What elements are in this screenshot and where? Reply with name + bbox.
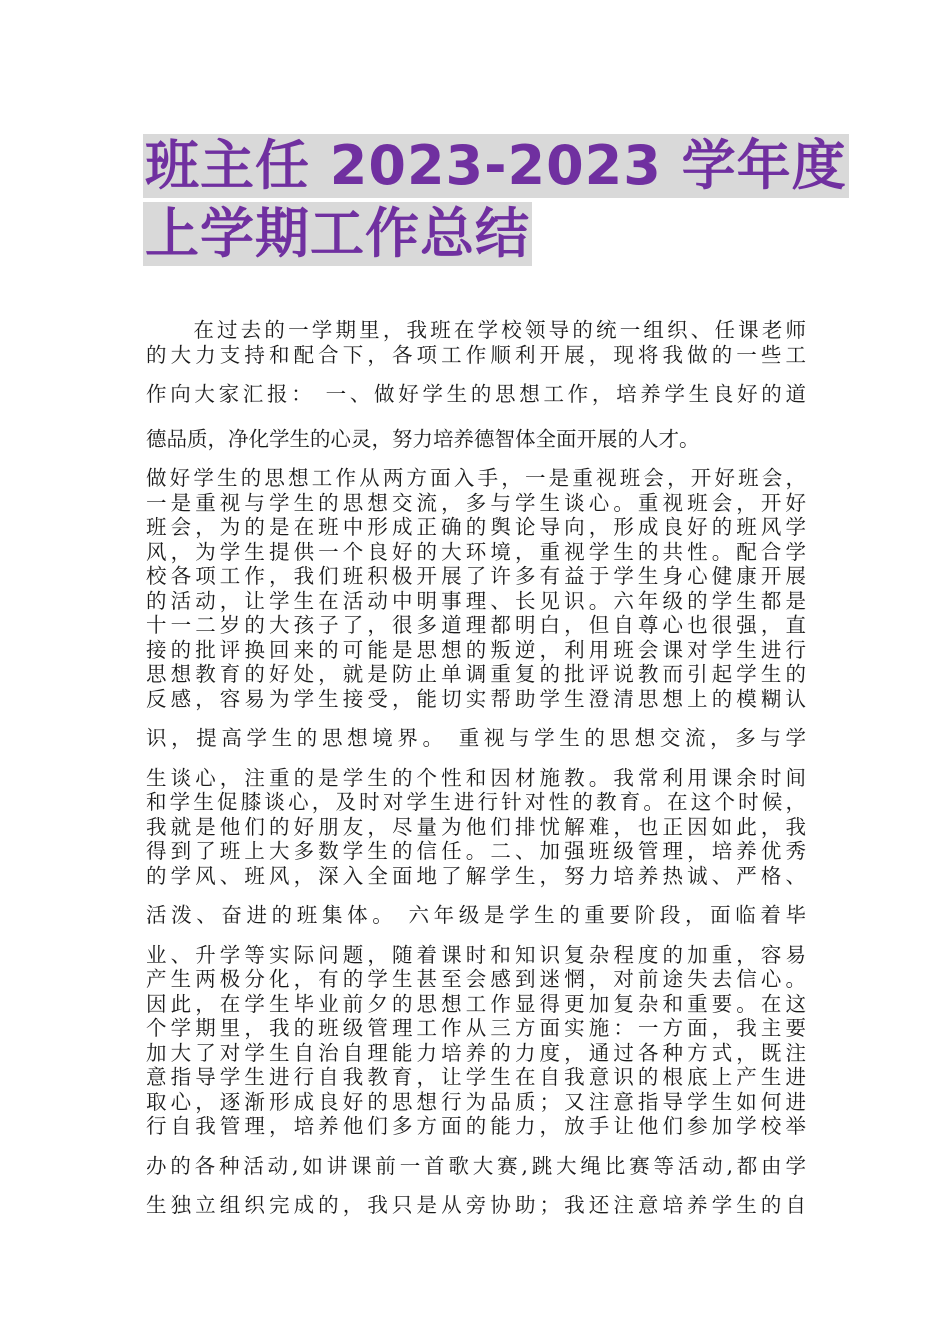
body-line: 行自我管理，培养他们多方面的能力，放手让他们参加学校举 (146, 1114, 806, 1138)
body-line: 作向大家汇报： 一、做好学生的思想工作，培养学生良好的道 (146, 382, 806, 406)
body-line: 办的各种活动,如讲课前一首歌大赛,跳大绳比赛等活动,都由学 (146, 1153, 806, 1178)
body-line: 因此，在学生毕业前夕的思想工作显得更加复杂和重要。在这 (146, 991, 806, 1016)
body-line: 校各项工作，我们班积极开展了许多有益于学生身心健康开展 (146, 564, 806, 588)
body-line: 个学期里，我的班级管理工作从三方面实施：一方面，我主要 (146, 1016, 806, 1040)
body-line: 得到了班上大多数学生的信任。二、加强班级管理，培养优秀 (146, 839, 806, 863)
body-line: 思想教育的好处，就是防止单调重复的批评说教而引起学生的 (146, 662, 806, 686)
body-line: 在过去的一学期里，我班在学校领导的统一组织、任课老师 (146, 318, 806, 342)
body-line: 十一二岁的大孩子了，很多道理都明白，但自尊心也很强，直 (146, 613, 806, 637)
body-line: 的大力支持和配合下，各项工作顺利开展，现将我做的一些工 (146, 342, 806, 367)
document-body (146, 318, 806, 1218)
body-line: 风，为学生提供一个良好的大环境，重视学生的共性。配合学 (146, 539, 806, 564)
document-title (143, 134, 847, 266)
body-line: 和学生促膝谈心，及时对学生进行针对性的教育。在这个时候， (146, 790, 806, 814)
body-line: 班会，为的是在班中形成正确的舆论导向，形成良好的班风学 (146, 515, 806, 539)
body-line: 加大了对学生自治自理能力培养的力度，通过各种方式，既注 (146, 1040, 806, 1065)
body-line: 的活动，让学生在活动中明事理、长见识。六年级的学生都是 (146, 588, 806, 613)
body-line: 业、升学等实际问题，随着课时和知识复杂程度的加重，容易 (146, 942, 806, 967)
title-line-1: 班主任 2023-2023 学年度 (145, 134, 847, 197)
body-line: 的学风、班风，深入全面地了解学生，努力培养热诚、严格、 (146, 863, 806, 888)
body-line: 做好学生的思想工作从两方面入手，一是重视班会，开好班会， (146, 466, 806, 490)
body-line: 接的批评换回来的可能是思想的叛逆，利用班会课对学生进行 (146, 637, 806, 662)
body-line: 识，提高学生的思想境界。 重视与学生的思想交流，多与学 (146, 726, 806, 750)
body-line: 反感，容易为学生接受，能切实帮助学生澄清思想上的模糊认 (146, 686, 806, 711)
body-line: 意指导学生进行自我教育，让学生在自我意识的根底上产生进 (146, 1065, 806, 1089)
body-line: 我就是他们的好朋友，尽量为他们排忧解难，也正因如此，我 (146, 814, 806, 839)
body-line: 产生两极分化，有的学生甚至会感到迷惘，对前途失去信心。 (146, 967, 806, 991)
title-line-2: 上学期工作总结 (145, 202, 530, 265)
body-line: 活泼、奋进的班集体。 六年级是学生的重要阶段，面临着毕 (146, 903, 806, 927)
body-line: 德品质，净化学生的心灵，努力培养德智体全面开展的人才。 (146, 426, 700, 451)
body-line: 一是重视与学生的思想交流，多与学生谈心。重视班会，开好 (146, 490, 806, 515)
body-line: 取心，逐渐形成良好的思想行为品质；又注意指导学生如何进 (146, 1089, 806, 1114)
body-line: 生独立组织完成的，我只是从旁协助；我还注意培养学生的自 (146, 1193, 806, 1217)
body-line: 生谈心，注重的是学生的个性和因材施教。我常利用课余时间 (146, 765, 806, 790)
